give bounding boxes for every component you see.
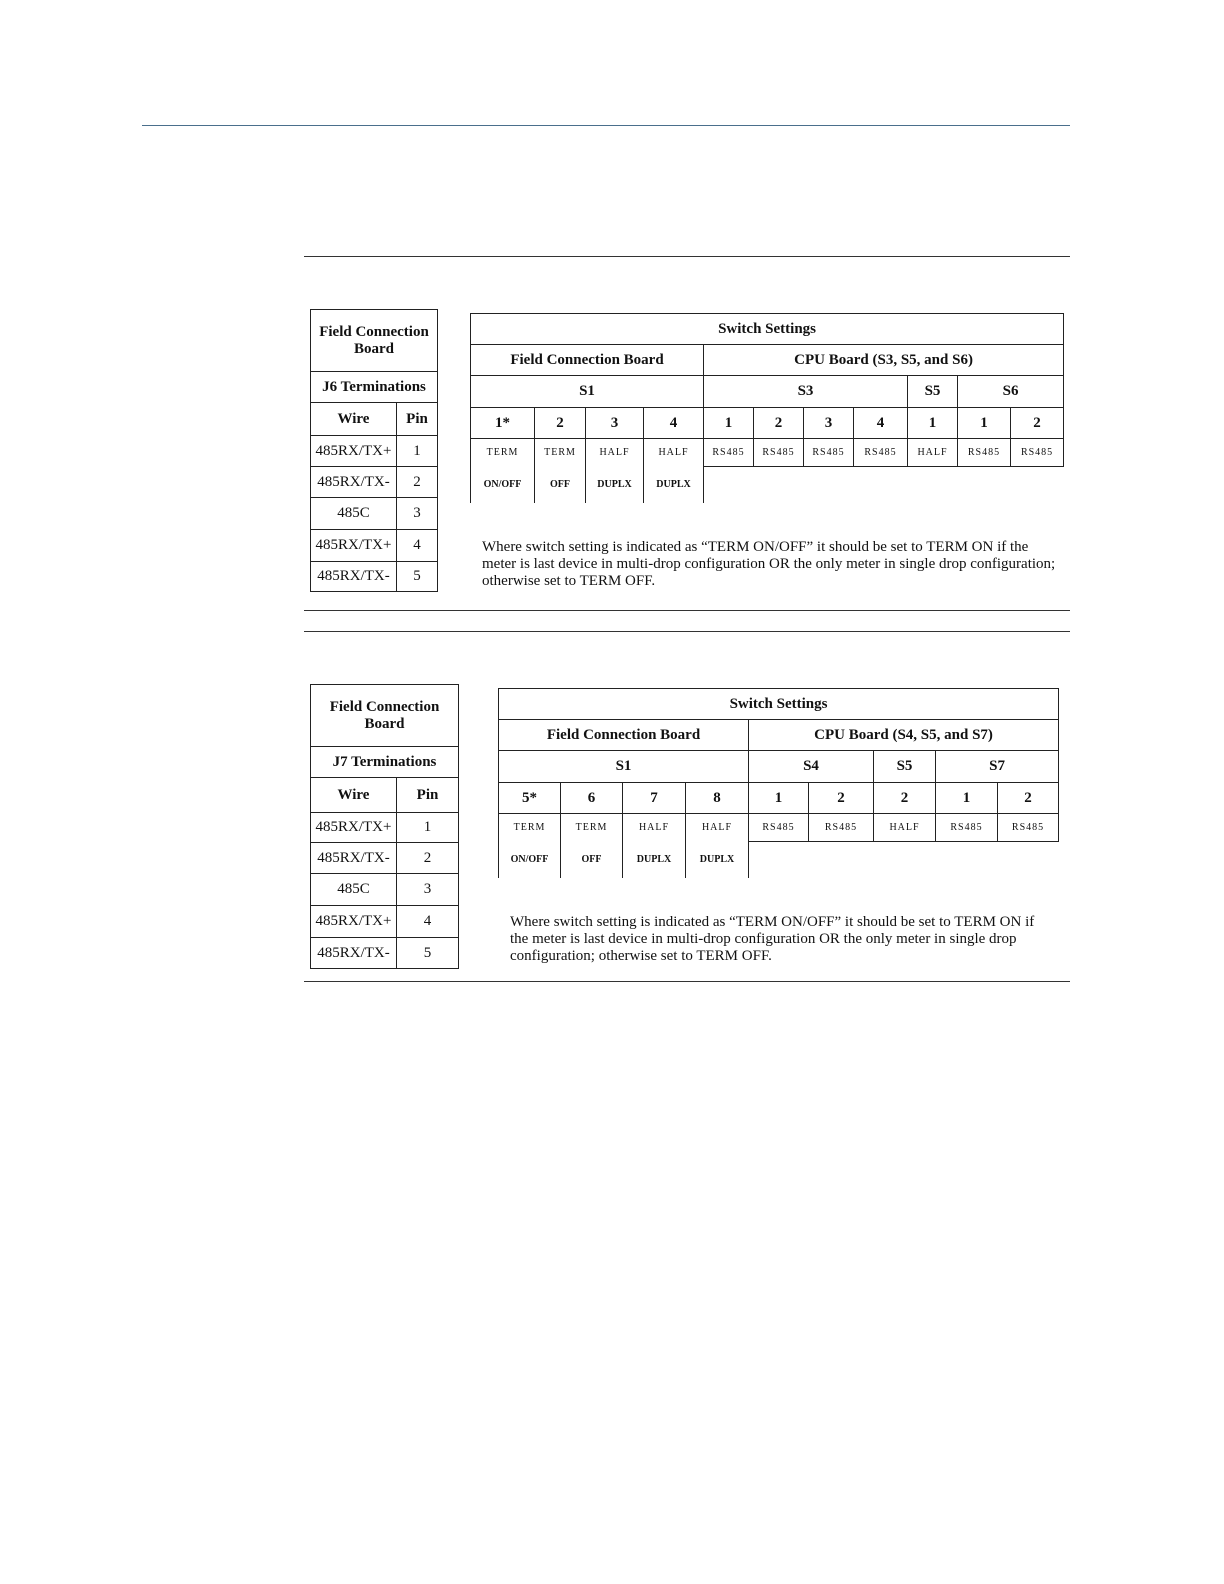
switch-setting: TERM (471, 439, 535, 467)
switch-position: 2 (809, 783, 874, 814)
switch-setting: HALF (586, 439, 644, 467)
switch-position: 1 (704, 408, 754, 439)
pin-cell: 4 (397, 906, 459, 938)
wire-cell: 485RX/TX+ (311, 813, 397, 843)
pin-cell: 1 (397, 436, 438, 467)
figure2-note: Where switch setting is indicated as “TERM ON/OFF” it should be set to TERM ON if the meter is last device in multi-drop configuration OR the only meter in single drop configuration; otherwise set to TERM OFF. (510, 914, 1035, 964)
switch-setting: RS485 (998, 814, 1059, 842)
pin-cell: 2 (397, 467, 438, 498)
switch-setting: RS485 (958, 439, 1011, 467)
switch-setting-line2: ON/OFF (471, 467, 535, 503)
figure1-switch-settings-table (470, 313, 1064, 503)
table-row (311, 906, 459, 938)
switch-position: 4 (644, 408, 704, 439)
switch-setting: TERM (561, 814, 623, 842)
terminations-title: Field Connection Board (311, 310, 438, 372)
table-row (311, 938, 459, 969)
switch-setting: RS485 (754, 439, 804, 467)
switch-settings-title: Switch Settings (499, 689, 1059, 720)
switch-setting: RS485 (704, 439, 754, 467)
pin-cell: 1 (397, 813, 459, 843)
wire-cell: 485C (311, 498, 397, 530)
figure2-top-rule (304, 631, 1070, 632)
switch-setting: RS485 (854, 439, 908, 467)
switch-position: 1 (749, 783, 809, 814)
switch-position: 3 (804, 408, 854, 439)
switch-setting-line2: ON/OFF (499, 842, 561, 878)
table-row (311, 530, 438, 562)
table-row (311, 498, 438, 530)
figure1-bottom-rule (304, 610, 1070, 611)
wire-column-header: Wire (311, 778, 397, 813)
switch-position: 1 (958, 408, 1011, 439)
pin-cell: 5 (397, 938, 459, 969)
wire-cell: 485RX/TX+ (311, 436, 397, 467)
wire-cell: 485RX/TX- (311, 938, 397, 969)
wire-cell: 485RX/TX+ (311, 530, 397, 562)
switch-setting: RS485 (936, 814, 998, 842)
switch-position: 3 (586, 408, 644, 439)
switch-setting: TERM (499, 814, 561, 842)
switch-position: 4 (854, 408, 908, 439)
group-cpu-board: CPU Board (S4, S5, and S7) (749, 720, 1059, 751)
switch-position: 2 (998, 783, 1059, 814)
switch-setting-line2: DUPLX (644, 467, 704, 503)
switch-setting-line2: OFF (535, 467, 586, 503)
switch-setting-line2: DUPLX (623, 842, 686, 878)
bank-s4: S4 (749, 751, 874, 783)
table-row (311, 562, 438, 592)
switch-setting-line2: OFF (561, 842, 623, 878)
pin-cell: 5 (397, 562, 438, 592)
header-rule (142, 125, 1070, 126)
pin-column-header: Pin (397, 403, 438, 436)
table-row (311, 813, 459, 843)
terminations-title: Field Connection Board (311, 685, 459, 747)
bank-s5: S5 (908, 376, 958, 408)
group-field-connection-board: Field Connection Board (471, 345, 704, 376)
table-row (311, 843, 459, 874)
terminations-subtitle: J7 Terminations (311, 747, 459, 778)
wire-cell: 485RX/TX+ (311, 906, 397, 938)
switch-setting: RS485 (804, 439, 854, 467)
switch-position: 1 (936, 783, 998, 814)
pin-cell: 3 (397, 874, 459, 906)
switch-position: 2 (754, 408, 804, 439)
switch-position: 7 (623, 783, 686, 814)
switch-setting-line2: DUPLX (586, 467, 644, 503)
switch-position: 2 (535, 408, 586, 439)
figure1-terminations-table (310, 309, 438, 592)
empty-cell (749, 842, 1059, 878)
switch-position: 8 (686, 783, 749, 814)
figure1-top-rule (304, 256, 1070, 257)
bank-s3: S3 (704, 376, 908, 408)
switch-setting: HALF (644, 439, 704, 467)
bank-s5: S5 (874, 751, 936, 783)
figure2-terminations-table (310, 684, 459, 969)
switch-setting: HALF (686, 814, 749, 842)
bank-s7: S7 (936, 751, 1059, 783)
switch-setting-line2: DUPLX (686, 842, 749, 878)
switch-position: 2 (874, 783, 936, 814)
switch-setting: HALF (623, 814, 686, 842)
pin-cell: 4 (397, 530, 438, 562)
switch-position: 2 (1011, 408, 1064, 439)
figure2-bottom-rule (304, 981, 1070, 982)
switch-setting: HALF (908, 439, 958, 467)
switch-position: 1 (908, 408, 958, 439)
wire-cell: 485RX/TX- (311, 562, 397, 592)
wire-cell: 485C (311, 874, 397, 906)
switch-settings-title: Switch Settings (471, 314, 1064, 345)
figure2-switch-settings-table (498, 688, 1059, 878)
bank-s1: S1 (499, 751, 749, 783)
table-row (311, 874, 459, 906)
pin-cell: 3 (397, 498, 438, 530)
switch-setting: RS485 (809, 814, 874, 842)
switch-position: 6 (561, 783, 623, 814)
switch-setting: HALF (874, 814, 936, 842)
pin-cell: 2 (397, 843, 459, 874)
switch-setting: RS485 (749, 814, 809, 842)
wire-cell: 485RX/TX- (311, 843, 397, 874)
table-row (311, 467, 438, 498)
terminations-subtitle: J6 Terminations (311, 372, 438, 403)
table-row (311, 436, 438, 467)
wire-cell: 485RX/TX- (311, 467, 397, 498)
group-cpu-board: CPU Board (S3, S5, and S6) (704, 345, 1064, 376)
bank-s6: S6 (958, 376, 1064, 408)
figure1-note: Where switch setting is indicated as “TERM ON/OFF” it should be set to TERM ON if the meter is last device in multi-drop configuration OR the only meter in single drop configuration; otherwise set to TERM OFF. (482, 539, 1056, 589)
group-field-connection-board: Field Connection Board (499, 720, 749, 751)
pin-column-header: Pin (397, 778, 459, 813)
switch-setting: RS485 (1011, 439, 1064, 467)
switch-position: 1* (471, 408, 535, 439)
empty-cell (704, 467, 1064, 503)
switch-setting: TERM (535, 439, 586, 467)
wire-column-header: Wire (311, 403, 397, 436)
bank-s1: S1 (471, 376, 704, 408)
switch-position: 5* (499, 783, 561, 814)
